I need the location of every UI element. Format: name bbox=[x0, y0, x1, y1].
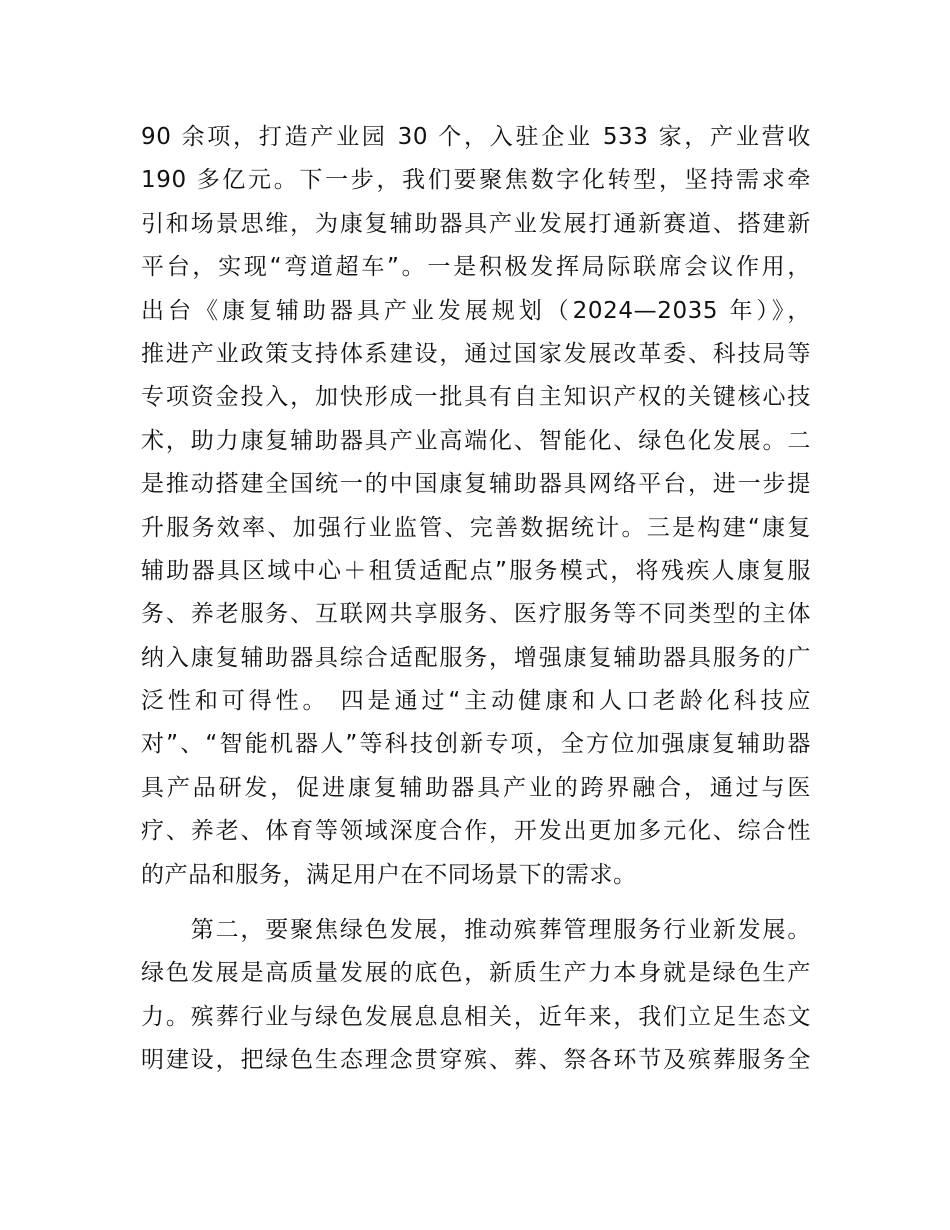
text-line: 务、养老服务、互联网共享服务、医疗服务等不同类型的主体 bbox=[141, 601, 811, 628]
text-line: 90 余项，打造产业园 30 个，入驻企业 533 家，产业营收 bbox=[141, 124, 811, 150]
text-line: 辅助器具区域中心＋租赁适配点”服务模式，将残疾人康复服 bbox=[141, 557, 811, 584]
text-line: 泛性和可得性。 四是通过“主动健康和人口老龄化科技应 bbox=[141, 688, 811, 715]
text-line: 升服务效率、加强行业监管、完善数据统计。三是构建“康复 bbox=[141, 514, 811, 541]
text-line: 的产品和服务，满足用户在不同场景下的需求。 bbox=[141, 861, 637, 888]
text-line: 190 多亿元。下一步，我们要聚焦数字化转型，坚持需求牵 bbox=[141, 167, 811, 194]
text-line: 明建设，把绿色生态理念贯穿殡、葬、祭各环节及殡葬服务全 bbox=[141, 1047, 811, 1074]
text-line: 绿色发展是高质量发展的底色，新质生产力本身就是绿色生产 bbox=[141, 960, 811, 987]
text-line: 具产品研发，促进康复辅助器具产业的跨界融合，通过与医 bbox=[141, 774, 811, 801]
text-line: 纳入康复辅助器具综合适配服务，增强康复辅助器具服务的广 bbox=[141, 644, 811, 671]
text-line: 术，助力康复辅助器具产业高端化、智能化、绿色化发展。二 bbox=[141, 427, 811, 454]
text-line: 引和场景思维，为康复辅助器具产业发展打通新赛道、搭建新 bbox=[141, 210, 811, 237]
paragraph-gap bbox=[141, 897, 811, 909]
text-line: 平台，实现“弯道超车”。一是积极发挥局际联席会议作用， bbox=[141, 254, 811, 281]
text-line: 疗、养老、体育等领域深度合作，开发出更加多元化、综合性 bbox=[141, 818, 811, 845]
document-body bbox=[141, 116, 811, 1083]
text-line: 力。殡葬行业与绿色发展息息相关，近年来，我们立足生态文 bbox=[141, 1003, 811, 1030]
text-line: 第二，要聚焦绿色发展，推动殡葬管理服务行业新发展。 bbox=[141, 917, 811, 944]
paragraph-1 bbox=[141, 116, 811, 897]
text-line: 专项资金投入，加快形成一批具有自主知识产权的关键核心技 bbox=[141, 384, 811, 411]
text-line: 推进产业政策支持体系建设，通过国家发展改革委、科技局等 bbox=[141, 340, 811, 367]
text-line: 对”、“智能机器人”等科技创新专项，全方位加强康复辅助器 bbox=[141, 731, 811, 758]
paragraph-2 bbox=[141, 909, 811, 1083]
text-line: 是推动搭建全国统一的中国康复辅助器具网络平台，进一步提 bbox=[141, 471, 811, 498]
text-line: 出台《康复辅助器具产业发展规划（2024—2035 年）》， bbox=[141, 297, 811, 324]
